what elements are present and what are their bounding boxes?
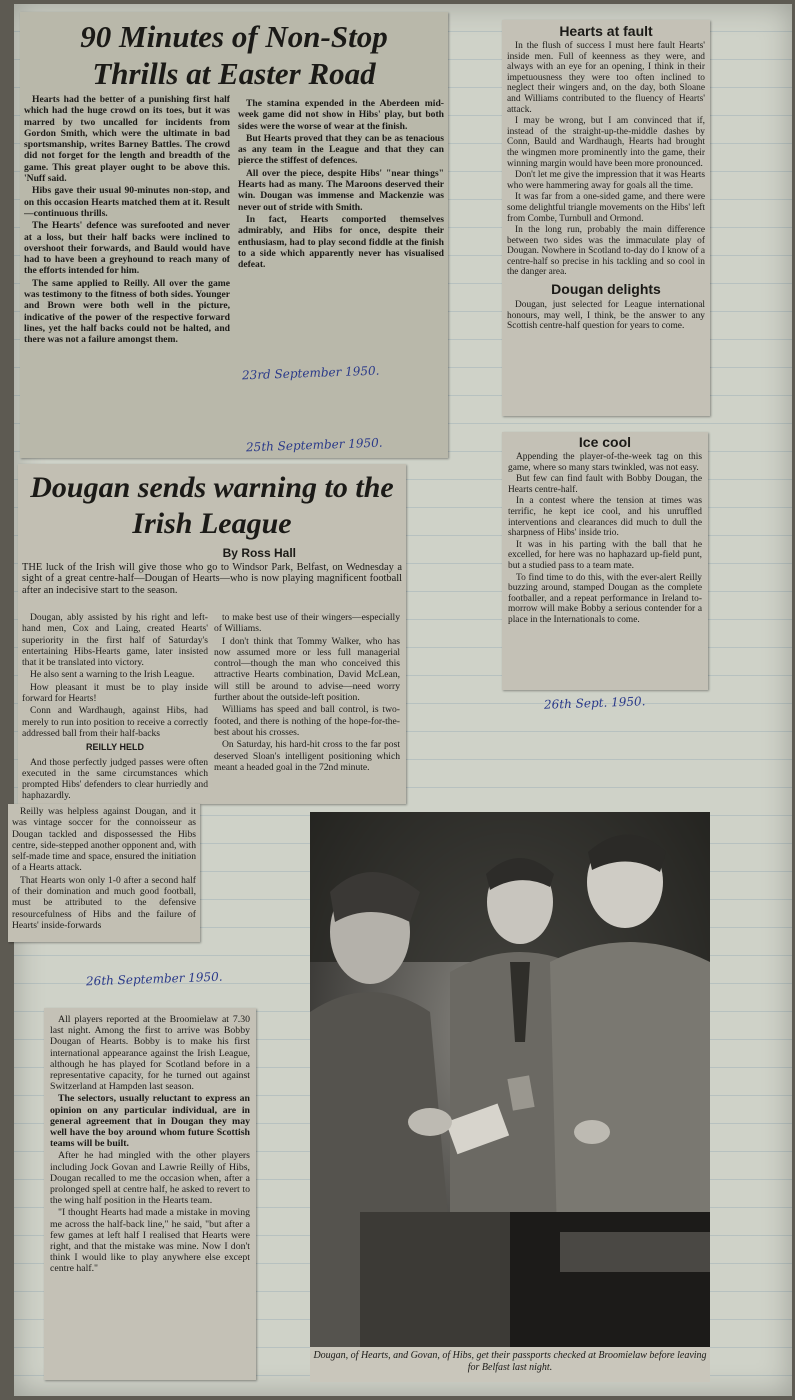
article-column-1: Hearts had the better of a punishing first half which had the huge crowd on its toes, but it was marred by two uncalled for incidents from Gordon Smith, which were the ultimate in bad sportsmanship, writes Barney Battles. The crowd did not forget for the length and breadth of the game. This great player ought to be above this. 'Nuff said. Hibs gave their usual 90-minutes non-stop, and on this occasion Hearts matched them at it. Result—continuous thrills. The Hearts' defence was surefooted and never at a loss, but their half backs were inclined to overshoot their forwards, and Bauld would have had to have been a greyhound to reach many of the efforts intended for him. The same applied to Reilly. All over the game was testimony to the fitness of both sides. Younger and Brown were both well in the picture, indicative of the power of the respective forward lines, yet the half backs could not be halted, and there was not a failure amongst them. <box>24 94 230 346</box>
handwritten-date: 25th September 1950. <box>245 435 383 455</box>
clipping-dougan-sends-warning <box>18 464 406 804</box>
handwritten-date: 26th September 1950. <box>85 969 223 989</box>
article-body: All players reported at the Broomielaw at 7.30 last night. Among the first to arrive was Bobby Dougan of Hearts. Bobby is to make his first international appearance against the Irish League, although he has played for Scotland before in a representative capacity, for he turned out against Switzerland at Hampden last season. The selectors, usually reluctant to express an opinion on any particular individual, are in general agreement that in Dougan they may well have the boy around whom future Scottish teams will be built. After he had mingled with the other players including Jock Govan and Lawrie Reilly of Hibs, Dougan recalled to me the occasion when, after a prolonged spell at centre half, he asked to revert to the wing half position in the Hearts team. "I thought Hearts had made a mistake in moving me across the half-back line," he said, "but after a few games at left half I realised that Hearts were right, and that the mistake was mine. Now I don't think I would like to play anywhere else except centre half." <box>50 1014 250 1275</box>
photo-image <box>310 812 710 1352</box>
article-body: Dougan, just selected for League international honours, may well, I think, be the answer to any Scottish centre-half question for years to come. <box>507 300 705 332</box>
headline: Ice cool <box>578 434 632 450</box>
headline: 90 Minutes of Non-Stop Thrills at Easter Road <box>80 19 388 91</box>
article-body: In the flush of success I must here fault Hearts' inside men. Full of keenness as they were, and always with an eye for an opening, I think in their impetuousness they were too often inclined to neglect their wingers and, on the day, both Sloane and Williams contributed to the fluency of Hearts' attack. I may be wrong, but I am convinced that if, instead of the straight-up-the-middle dashes by Conn, Bauld and Wardhaugh, Hearts had brought the wingmen more prominently into the game, their winning margin would have been more pronounced. Don't let me give the impression that it was Hearts who were hammering away for goals all the time. It was far from a one-sided game, and there were some delightful triangle movements on the Hibs' left from Combe, Turnbull and Ormond. In the long run, probably the main difference between two sides was the immaculate play of Dougan. Nowhere in Scotland to-day do I know of a centre-half so precise in his tackling and so cool in the danger area. <box>507 41 705 278</box>
headline: Hearts at fault <box>559 23 653 39</box>
subheadline: Dougan delights <box>551 281 661 298</box>
clipping-dougan-continued: Reilly was helpless against Dougan, and it was vintage soccer for the connoisseur as Dougan tackled and dispossessed the Hibs centre, side-stepped another opponent and, with self-made time and space, ensured the initiation of a Hearts attack. That Hearts won only 1-0 after a second half of their domination and much good football, must be attributed to the defensive resourcefulness of Hibs and the failure of Hearts' inside-forwards <box>8 804 200 942</box>
clipping-all-players-reported <box>44 1008 256 1380</box>
article-column-2: to make best use of their wingers—especially of Williams. I don't think that Tommy Walker, who has now assumed more or less full managerial control—though the man who conceived this attractive Hearts combination, David McLean, will still be around to advise—need worry further about the outside-left position. Williams has speed and ball control, is two-footed, and there is nothing of the hope-for-the-best about his crosses. On Saturday, his hard-hit cross to the far post deserved Sloan's intelligent positioning which meant a headed goal in the 72nd minute. <box>214 612 400 773</box>
clipping-hearts-at-fault <box>502 20 710 416</box>
article-body: Appending the player-of-the-week tag on this game, where so many stars twinkled, was not easy. But few can find fault with Bobby Dougan, the Hearts centre-half. In a contest where the tension at times was terrific, he kept ice cool, and his unruffled interventions and clearances did much to dull the sharpness of Hibs' inside trio. It was in his parting with the ball that he excelled, for here was no haphazard up-field punt, but a studied pass to a team mate. To find time to do this, with the ever-alert Reilly buzzing around, stamped Dougan as the complete footballer, and a repeat performance in Ireland to-morrow will make Bobby a serious contender for a place in the Internationals to come. <box>508 452 702 625</box>
headline: Dougan sends warning to the Irish League <box>30 471 394 540</box>
handwritten-date: 23rd September 1950. <box>241 363 380 383</box>
byline: By Ross Hall <box>222 546 296 560</box>
article-column-1: Dougan, ably assisted by his right and left-hand men, Cox and Laing, created Hearts' superiority in the first half of Saturday's entertaining Hibs-Hearts game, later insisted that it be translated into victory. He also sent a warning to the Irish League. How pleasant it must be to play inside forward for Hearts! Conn and Wardhaugh, against Hibs, had merely to run into position to receive a correctly addressed ball from their half-backs REILLY HELD And those perfectly judged passes were often executed in the same circumstances which prompted Hibs' defenders to clear hurriedly and haphazardly. <box>22 612 208 802</box>
handwritten-date: 26th Sept. 1950. <box>543 694 646 712</box>
article-column-2: The stamina expended in the Aberdeen mid-week game did not show in Hibs' play, but both sides were the worse of wear at the finish. But Hearts proved that they can be as tenacious as any team in the League and that they can pierce the stiffest of defences. All over the piece, despite Hibs' "near things" Hearts had as many. The Maroons deserved their win. Dougan was immense and Mackenzie was never out of stride with Smith. In fact, Hearts comported themselves admirably, and Hibs for once, despite their enthusiasm, had to play second fiddle at the finish to a side which apparently never has visualised defeat. <box>238 98 444 271</box>
newspaper-photo <box>310 812 710 1382</box>
clipping-non-stop-thrills <box>20 12 448 458</box>
scrapbook-page <box>14 4 792 1396</box>
clipping-ice-cool <box>502 432 708 690</box>
article-lead: THE luck of the Irish will give those who go to Windsor Park, Belfast, on Wednesday a sight of a great centre-half—Dougan of Hearts—who is now playing magnificent football after an indecisive start to the season. <box>22 562 402 596</box>
photo-caption: Dougan, of Hearts, and Govan, of Hibs, get their passports checked at Broomielaw before leaving for Belfast last night. <box>310 1347 710 1382</box>
subheadline: REILLY HELD <box>85 742 144 753</box>
